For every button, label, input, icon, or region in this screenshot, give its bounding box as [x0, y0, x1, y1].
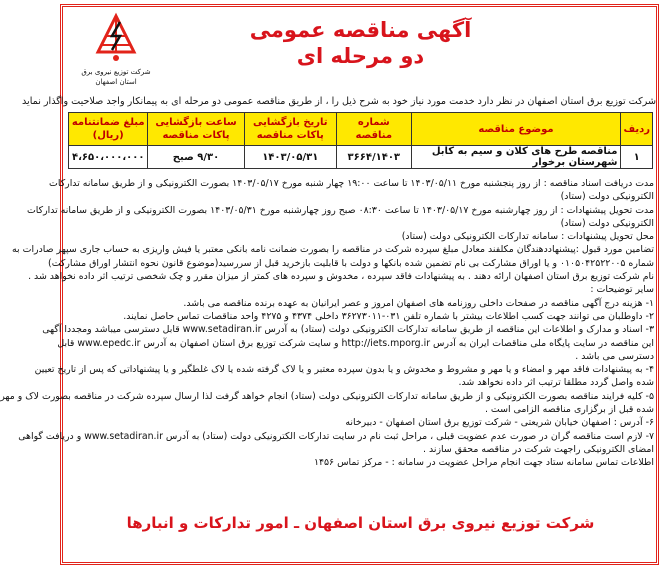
- guarantee-line-cont: شماره ۰۱۰۵۰۴۲۵۲۲۰۰۵ و یا اوراق مشارکت بی نام تضمین شده بانکها و دولت با قابلیت بازخرید قبل از سررسید(موضوع قانون نحوه انتشار اوراق مشارکت): [48, 257, 654, 269]
- table-header-row: [69, 113, 653, 146]
- receive-docs-line-cont: الکترونیکی دولت (ستاد): [560, 191, 654, 203]
- guarantee-line-cont2: نام شرکت توزیع برق استان اصفهان ارائه دهند . به پیشنهادات فاقد سپرده ، مخدوش و سپرده های کمتر از میزان مقرر و چک شخصی ترتیب اثر داده نخواهد شد .: [28, 271, 654, 283]
- guarantee-line: تضامین مورد قبول :پیشنهاددهندگان مکلفند معادل مبلغ سپرده شرکت در مناقصه را بصورت ضمانت نامه بانکی معتبر یا فیش واریزی به حساب جاری سپهر صادرات به: [12, 244, 654, 256]
- ad-title: آگهی مناقصه عمومی: [249, 18, 472, 42]
- cell-opening-date: ۱۴۰۳/۰۵/۳۱: [244, 146, 336, 169]
- contact-info-line: اطلاعات تماس سامانه ستاد جهت انجام مراحل عضویت در سامانه : - مرکز تماس ۱۴۵۶: [313, 457, 654, 469]
- submit-proposals-line: مدت تحویل پیشنهادات : از روز چهارشنبه مورخ ۱۴۰۳/۰۵/۱۷ تا ساعت ۰۸:۳۰ صبح روز چهارشنبه مورخ ۱۴۰۳/۰۵/۳۱ بصورت الکترونیکی و از طریق سامانه تدارکات: [26, 204, 654, 216]
- tower-icon: [76, 12, 156, 68]
- cell-guarantee-amount: ۴،۶۵۰،۰۰۰،۰۰۰: [69, 146, 148, 169]
- note-3-links: این مناقصه در سایت پایگاه ملی مناقصات ایران به آدرس http://iets.mporg.ir و سایت شرکت توزیع برق استان اصفهان به آدرس www.epedc.ir قابل: [57, 337, 654, 349]
- col-guarantee-amount: مبلغ ضمانتنامه (ریال): [69, 113, 148, 146]
- cell-opening-time: ۹/۳۰ صبح: [148, 146, 244, 169]
- col-opening-date: تاریخ بازگشایی پاکات مناقصه: [244, 113, 336, 146]
- note-3-cont: دسترسی می باشد .: [575, 350, 654, 362]
- notes-heading: سایر توضیحات :: [590, 284, 654, 296]
- cell-subject: مناقصه طرح های کلان و سیم به کابل شهرستان برخوار: [411, 146, 621, 169]
- note-7: ۷- لازم است مناقصه گران در صورت عدم عضویت قبلی ، مراحل ثبت نام در سایت تدارکات الکترونیکی دولت (ستاد) به آدرس www.setadiran.ir و دریافت گواهی: [18, 430, 654, 442]
- table-row: [69, 146, 653, 169]
- cell-row: ۱: [621, 146, 653, 169]
- receive-docs-line: مدت دریافت اسناد مناقصه : از روز پنجشنبه مورخ ۱۴۰۳/۰۵/۱۱ تا ساعت ۱۹:۰۰ چهار شنبه مورخ ۱۴۰۳/۰۵/۱۷ بصورت الکترونیکی و از طریق سامانه تدارکات: [49, 178, 654, 189]
- note-6-address: ۶- آدرس : اصفهان خیابان شریعتی - شرکت توزیع برق استان اصفهان - دبیرخانه: [345, 417, 654, 429]
- ad-subtitle: دو مرحله ای: [296, 44, 425, 68]
- note-4: ۴- به پیشنهادات فاقد مهر و امضاء و یا مهر و مشروط و مخدوش و یا بدون سپرده معتبر و یا لاک گرفته شده یا لاک غلطگیر و یا پیشنهاداتی که پس از تاریخ تعیین: [34, 364, 654, 376]
- body-text: [0, 177, 654, 470]
- logo-city-text: استان اصفهان: [95, 78, 137, 86]
- intro-text: شرکت توزیع برق استان اصفهان در نظر دارد خدمت مورد نیاز خود به شرح ذیل را ، از طریق مناقصه عمومی دو مرحله ای به پیمانکار واجد صلاحیت واگذار نماید: [22, 96, 656, 107]
- cell-tender-number: ۳۶۶۴/۱۴۰۳: [336, 146, 411, 169]
- submit-proposals-line-cont: الکترونیکی دولت (ستاد): [560, 217, 654, 229]
- col-opening-time: ساعت بازگشایی پاکات مناقصه: [148, 113, 244, 146]
- col-row: ردیف: [621, 113, 653, 146]
- note-4-cont: شده واصل گردد مطلقا ترتیب اثر داده نخواهد شد.: [458, 377, 654, 389]
- footer-signature: شرکت توزیع نیروی برق استان اصفهان ـ امور تدارکات و انبارها: [126, 514, 595, 532]
- note-1: ۱- هزینه درج آگهی مناقصه در صفحات داخلی روزنامه های اصفهان امروز و عصر ایرانیان به عهده برنده مناقصه می باشد.: [183, 297, 654, 309]
- note-2: ۲- داوطلبان می توانند جهت کسب اطلاعات بیشتر با شماره تلفن ۰۳۱-۳۶۲۷۳۰۱۱ داخلی ۴۳۷۴ و ۴۲۷۵ واحد مناقصات تماس حاصل نمایند.: [123, 310, 654, 322]
- note-3: ۳- اسناد و مدارک و اطلاعات این مناقصه از طریق سامانه تدارکات الکترونیکی دولت (ستاد) به آدرس www.setadiran.ir قابل دسترسی میباشد ومجددا آگهی: [42, 324, 654, 336]
- company-logo: [76, 12, 156, 90]
- note-5-cont: شده قبل از برگزاری مناقصه الزامی است .: [484, 404, 654, 416]
- col-tender-number: شماره مناقصه: [336, 113, 411, 146]
- note-5: ۵- کلیه فرایند مناقصه بصورت الکترونیکی و از طریق سامانه تدارکات الکترونیکی دولت (ستاد) انجام خواهد گرفت لذا ارسال سپرده شرکت در مناقصه بصورت لاک و مهر: [0, 390, 654, 402]
- col-subject: موضوع مناقصه: [411, 113, 621, 146]
- tender-table: [68, 112, 653, 169]
- logo-company-text: شرکت توزیع نیروی برق: [81, 68, 151, 76]
- submit-location-line: محل تحویل پیشنهادات : سامانه تدارکات الکترونیکی دولت (ستاد): [401, 231, 654, 243]
- note-7-cont: امضای الکترونیکی راجهت شرکت در مناقصه محقق سازند .: [423, 443, 654, 455]
